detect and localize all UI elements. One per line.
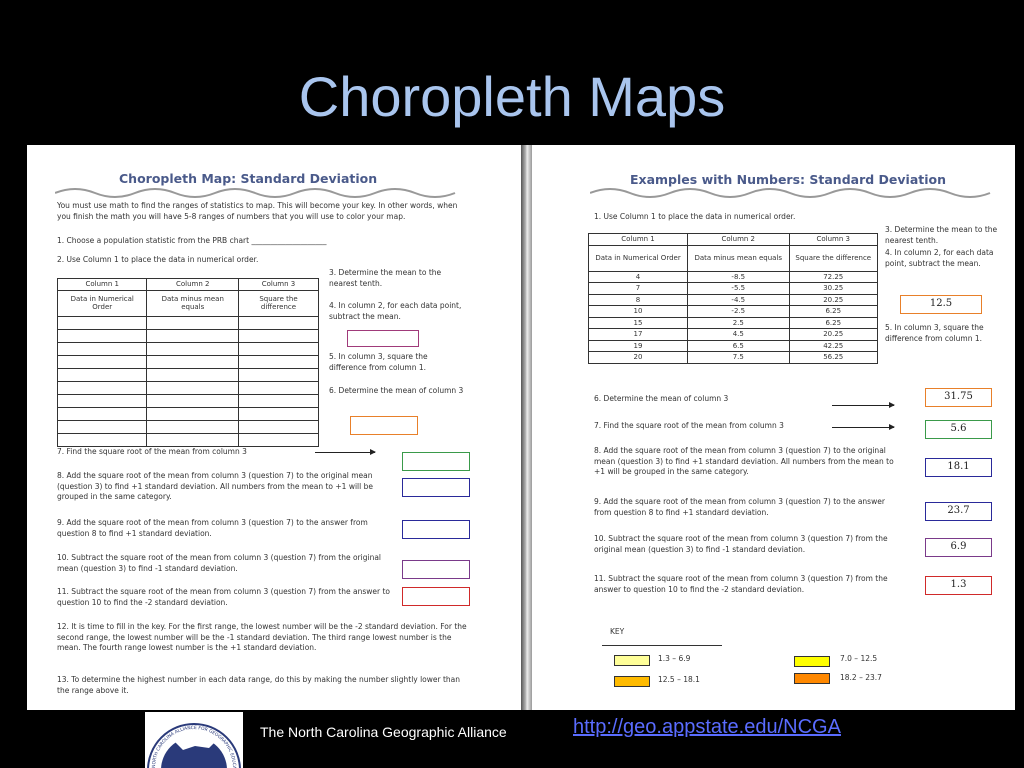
cell-data: 7 bbox=[589, 283, 688, 295]
blank-cell bbox=[58, 433, 147, 446]
column-subheader: Data in Numerical Order bbox=[589, 245, 688, 271]
cell-data: 20 bbox=[589, 352, 688, 364]
column-subheader: Data in Numerical Order bbox=[58, 290, 147, 316]
table-row bbox=[589, 340, 878, 352]
key-swatch bbox=[614, 676, 650, 687]
blank-cell bbox=[58, 355, 147, 368]
column-subheader: Data minus mean equals bbox=[147, 290, 239, 316]
blank-cell bbox=[58, 420, 147, 433]
slide-title: Choropleth Maps bbox=[298, 65, 726, 128]
cell-diff: -2.5 bbox=[688, 306, 789, 318]
step-9: 9. Add the square root of the mean from column 3 (question 7) to the answer from question 8 to find +1 standard deviation. bbox=[594, 497, 885, 517]
blank-cell bbox=[147, 433, 239, 446]
column-header: Column 3 bbox=[238, 279, 318, 291]
blank-data-table bbox=[57, 278, 319, 447]
blank-cell bbox=[147, 394, 239, 407]
plus-2-sd-value-box: 23.7 bbox=[925, 502, 992, 521]
cell-diff: 4.5 bbox=[688, 329, 789, 341]
step-6: 6. Determine the mean of column 3 bbox=[594, 394, 729, 403]
mean-answer-box[interactable] bbox=[347, 330, 419, 347]
right-worksheet bbox=[532, 145, 1015, 710]
cell-diff: 2.5 bbox=[688, 317, 789, 329]
table-row bbox=[589, 329, 878, 341]
cell-diff: 7.5 bbox=[688, 352, 789, 364]
step-5: 5. In column 3, square the difference from column 1. bbox=[329, 352, 428, 372]
cell-square: 20.25 bbox=[789, 329, 878, 341]
blank-cell bbox=[147, 381, 239, 394]
step-4: 4. In column 2, for each data point, subtract the mean. bbox=[329, 301, 462, 321]
intro-text: You must use math to find the ranges of statistics to map. This will become your key. In other words, when you finish the math you will have 5-8 ranges of numbers that you will use to color your map. bbox=[57, 201, 458, 221]
table-row bbox=[589, 352, 878, 364]
column-subheader: Data minus mean equals bbox=[688, 245, 789, 271]
step-4: 4. In column 2, for each data point, subtract the mean. bbox=[885, 248, 994, 268]
plus-1-sd-answer-box[interactable] bbox=[402, 478, 470, 497]
column-header: Column 1 bbox=[589, 234, 688, 246]
arrow-icon bbox=[832, 427, 894, 428]
mean-value-box: 12.5 bbox=[900, 295, 982, 314]
step-11: 11. Subtract the square root of the mean from column 3 (question 7) from the answer to question 10 to find the -2 standard deviation. bbox=[57, 587, 390, 607]
blank-cell bbox=[238, 433, 318, 446]
plus-2-sd-answer-box[interactable] bbox=[402, 520, 470, 539]
blank-cell bbox=[238, 316, 318, 329]
cell-square: 6.25 bbox=[789, 317, 878, 329]
column3-mean-value-box: 31.75 bbox=[925, 388, 992, 407]
worksheet-title: Choropleth Map: Standard Deviation bbox=[119, 171, 378, 186]
blank-cell bbox=[58, 316, 147, 329]
cell-data: 8 bbox=[589, 294, 688, 306]
key-swatch bbox=[794, 673, 830, 684]
svg-text:NORTH CAROLINA ALLIANCE FOR GE: NORTH CAROLINA ALLIANCE FOR GEOGRAPHIC EDUCA bbox=[151, 725, 237, 768]
column-header: Column 2 bbox=[147, 279, 239, 291]
wave-divider bbox=[55, 185, 465, 201]
blank-cell bbox=[147, 342, 239, 355]
blank-cell bbox=[238, 355, 318, 368]
cell-square: 20.25 bbox=[789, 294, 878, 306]
blank-cell bbox=[147, 420, 239, 433]
step-3: 3. Determine the mean to the nearest tenth. bbox=[329, 268, 442, 288]
minus-1-sd-answer-box[interactable] bbox=[402, 560, 470, 579]
step-13: 13. To determine the highest number in each data range, do this by making the number slightly lower than the range above it. bbox=[57, 675, 461, 695]
key-label: KEY bbox=[610, 627, 625, 636]
cell-square: 30.25 bbox=[789, 283, 878, 295]
key-range: 1.3 – 6.9 bbox=[658, 654, 691, 663]
table-row bbox=[589, 294, 878, 306]
cell-data: 4 bbox=[589, 271, 688, 283]
blank-cell bbox=[147, 316, 239, 329]
key-range: 7.0 – 12.5 bbox=[840, 654, 878, 663]
column-header: Column 3 bbox=[789, 234, 878, 246]
blank-cell bbox=[147, 368, 239, 381]
cell-data: 19 bbox=[589, 340, 688, 352]
cell-square: 6.25 bbox=[789, 306, 878, 318]
blank-cell bbox=[58, 368, 147, 381]
cell-square: 56.25 bbox=[789, 352, 878, 364]
cell-square: 72.25 bbox=[789, 271, 878, 283]
step-5: 5. In column 3, square the difference from column 1. bbox=[885, 323, 984, 343]
plus-1-sd-value-box: 18.1 bbox=[925, 458, 992, 477]
minus-2-sd-answer-box[interactable] bbox=[402, 587, 470, 606]
step-7: 7. Find the square root of the mean from column 3 bbox=[594, 421, 784, 430]
table-row bbox=[589, 317, 878, 329]
arrow-icon bbox=[832, 405, 894, 406]
blank-cell bbox=[238, 381, 318, 394]
step-12: 12. It is time to fill in the key. For the first range, the lowest number will be the -2 standard deviation. For the second range, the lowest number will be the -1 standard deviation. The third range lowest number is the mean. The fourth range lowest number is the +1 standard deviation. bbox=[57, 622, 467, 652]
ncga-logo bbox=[145, 712, 243, 768]
cell-diff: 6.5 bbox=[688, 340, 789, 352]
step-10: 10. Subtract the square root of the mean from column 3 (question 7) from the original mean (question 3) to find -1 standard deviation. bbox=[594, 534, 888, 554]
blank-cell bbox=[238, 368, 318, 381]
column-header: Column 1 bbox=[58, 279, 147, 291]
square-root-answer-box[interactable] bbox=[402, 452, 470, 471]
key-swatch bbox=[614, 655, 650, 666]
step-3: 3. Determine the mean to the nearest tenth. bbox=[885, 225, 998, 245]
blank-cell bbox=[147, 329, 239, 342]
page-divider bbox=[521, 145, 532, 710]
table-row bbox=[589, 283, 878, 295]
blank-cell bbox=[58, 381, 147, 394]
blank-cell bbox=[238, 407, 318, 420]
column-subheader: Square the difference bbox=[238, 290, 318, 316]
minus-2-sd-value-box: 1.3 bbox=[925, 576, 992, 595]
step-6: 6. Determine the mean of column 3 bbox=[329, 386, 464, 395]
blank-cell bbox=[147, 355, 239, 368]
cell-data: 10 bbox=[589, 306, 688, 318]
arrow-icon bbox=[315, 452, 375, 453]
blank-cell bbox=[238, 394, 318, 407]
step-1: 1. Choose a population statistic from the PRB chart ____________________ bbox=[57, 236, 327, 245]
blank-cell bbox=[238, 329, 318, 342]
blank-cell bbox=[58, 394, 147, 407]
blank-cell bbox=[238, 342, 318, 355]
blank-cell bbox=[238, 420, 318, 433]
step-11: 11. Subtract the square root of the mean from column 3 (question 7) from the answer to question 10 to find the -2 standard deviation. bbox=[594, 574, 888, 594]
key-range: 18.2 – 23.7 bbox=[840, 673, 882, 682]
step-7: 7. Find the square root of the mean from column 3 bbox=[57, 447, 247, 456]
step-10: 10. Subtract the square root of the mean from column 3 (question 7) from the original mean (question 3) to find -1 standard deviation. bbox=[57, 553, 382, 573]
square-root-value-box: 5.6 bbox=[925, 420, 992, 439]
column3-mean-answer-box[interactable] bbox=[350, 416, 418, 435]
key-range: 12.5 – 18.1 bbox=[658, 675, 700, 684]
left-worksheet bbox=[27, 145, 521, 710]
cell-diff: -4.5 bbox=[688, 294, 789, 306]
step-1: 1. Use Column 1 to place the data in numerical order. bbox=[594, 212, 796, 221]
cell-data: 15 bbox=[589, 317, 688, 329]
worksheet-title: Examples with Numbers: Standard Deviation bbox=[630, 172, 947, 187]
step-9: 9. Add the square root of the mean from column 3 (question 7) to the answer from question 8 to find +1 standard deviation. bbox=[57, 518, 368, 538]
column-subheader: Square the difference bbox=[789, 245, 878, 271]
table-row bbox=[589, 271, 878, 283]
cell-diff: -8.5 bbox=[688, 271, 789, 283]
table-row bbox=[589, 306, 878, 318]
step-2: 2. Use Column 1 to place the data in numerical order. bbox=[57, 255, 259, 264]
north-carolina-seal-icon bbox=[145, 712, 243, 768]
example-data-table bbox=[588, 233, 878, 364]
cell-diff: -5.5 bbox=[688, 283, 789, 295]
cell-square: 42.25 bbox=[789, 340, 878, 352]
blank-cell bbox=[58, 407, 147, 420]
key-swatch bbox=[794, 656, 830, 667]
blank-cell bbox=[58, 329, 147, 342]
cell-data: 17 bbox=[589, 329, 688, 341]
key-underline bbox=[602, 645, 722, 646]
org-name: The North Carolina Geographic Alliance bbox=[260, 724, 507, 740]
step-8: 8. Add the square root of the mean from column 3 (question 7) to the original mean (question 3) to find +1 standard deviation. All numbers from the mean to +1 will be grouped in the same category. bbox=[57, 471, 373, 501]
blank-cell bbox=[147, 407, 239, 420]
blank-cell bbox=[58, 342, 147, 355]
step-8: 8. Add the square root of the mean from column 3 (question 7) to the original mean (question 3) to find +1 standard deviation. All numbers from the mean to +1 will be grouped in the same category. bbox=[594, 446, 894, 476]
minus-1-sd-value-box: 6.9 bbox=[925, 538, 992, 557]
wave-divider bbox=[590, 185, 1000, 201]
ncga-link[interactable]: http://geo.appstate.edu/NCGA bbox=[573, 716, 841, 738]
column-header: Column 2 bbox=[688, 234, 789, 246]
